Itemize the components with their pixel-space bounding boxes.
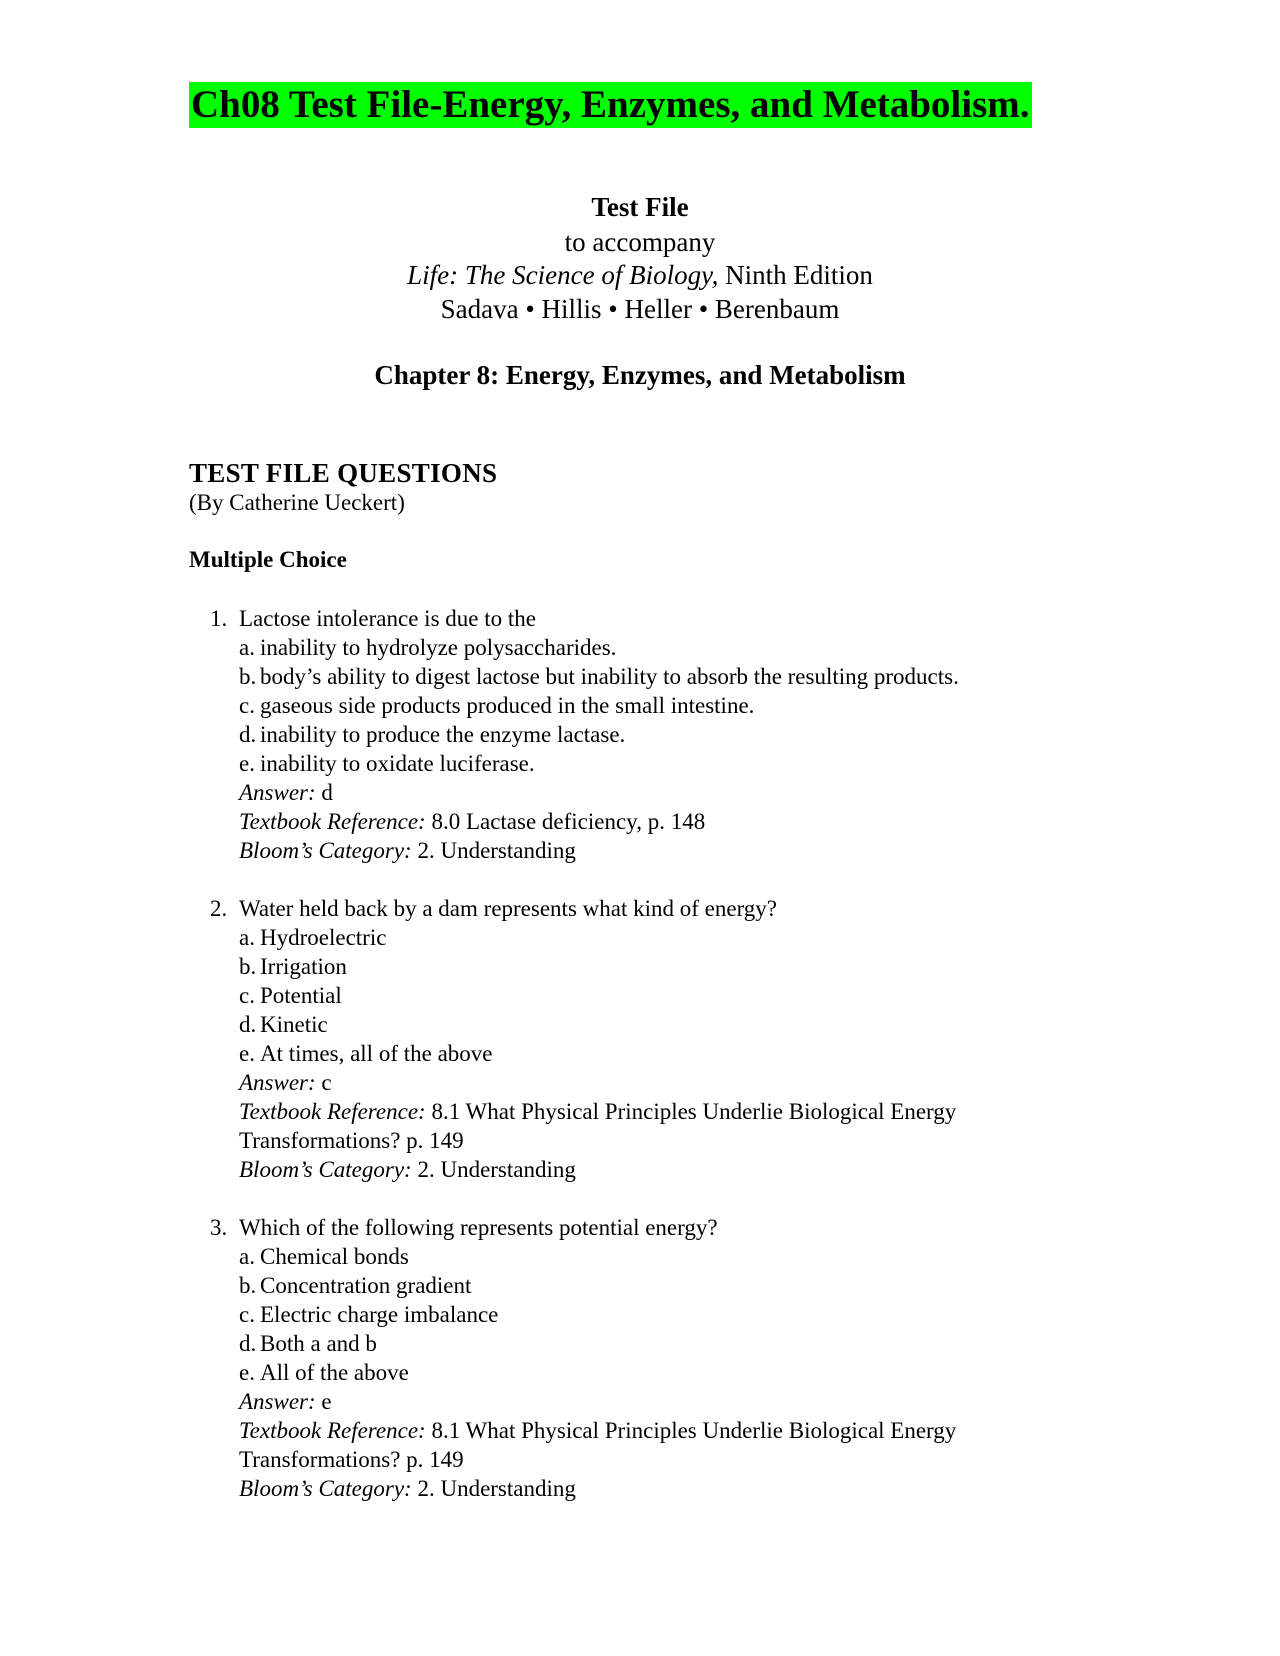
answer-option	[210, 923, 1070, 952]
textbook-reference-continuation: Transformations? p. 149	[239, 1128, 464, 1153]
textbook-reference-value: 8.1 What Physical Principles Underlie Biological Energy	[425, 1099, 957, 1124]
answer-option	[210, 1242, 1070, 1271]
question-item	[210, 1213, 1070, 1503]
answer-option	[210, 1329, 1070, 1358]
question-item	[210, 894, 1070, 1184]
question-text: Lactose intolerance is due to the	[239, 606, 536, 631]
document-title: Ch08 Test File-Energy, Enzymes, and Metabolism.	[191, 83, 1030, 126]
book-title: Life: The Science of Biology,	[407, 260, 719, 290]
blooms-category-line	[210, 836, 1070, 865]
blooms-category-value: 2. Understanding	[411, 838, 576, 863]
option-letter: c.	[239, 983, 255, 1008]
option-text: gaseous side products produced in the small intestine.	[260, 693, 755, 718]
option-letter: c.	[239, 693, 255, 718]
question-text: Which of the following represents potential energy?	[239, 1215, 718, 1240]
textbook-reference-label: Textbook Reference:	[239, 1099, 426, 1124]
question-item	[210, 604, 1070, 865]
question-stem	[210, 604, 1070, 633]
answer-option	[210, 952, 1070, 981]
option-text: Hydroelectric	[260, 925, 387, 950]
option-letter: c.	[239, 1302, 255, 1327]
textbook-reference-value: 8.0 Lactase deficiency, p. 148	[425, 809, 706, 834]
textbook-reference-line	[210, 1416, 1070, 1445]
textbook-reference-label: Textbook Reference:	[239, 1418, 426, 1443]
blooms-category-label: Bloom’s Category:	[239, 1476, 412, 1501]
blooms-category-value: 2. Understanding	[411, 1476, 576, 1501]
answer-option	[210, 1039, 1070, 1068]
answer-label: Answer:	[239, 1389, 316, 1414]
option-letter: e.	[239, 1360, 255, 1385]
answer-line	[210, 778, 1070, 807]
option-text: Electric charge imbalance	[260, 1302, 499, 1327]
answer-option	[210, 1010, 1070, 1039]
textbook-reference-line	[210, 807, 1070, 836]
to-accompany-line: to accompany	[564, 227, 716, 257]
option-letter: a.	[239, 635, 255, 660]
blooms-category-line	[210, 1155, 1070, 1184]
option-letter: a.	[239, 1244, 255, 1269]
textbook-reference-value: 8.1 What Physical Principles Underlie Biological Energy	[425, 1418, 957, 1443]
answer-label: Answer:	[239, 1070, 316, 1095]
answer-option	[210, 1300, 1070, 1329]
book-title-line	[0, 258, 1280, 292]
question-stem	[210, 1213, 1070, 1242]
answer-option	[210, 1271, 1070, 1300]
option-text: At times, all of the above	[260, 1041, 493, 1066]
answer-value: d	[315, 780, 333, 805]
option-text: Kinetic	[260, 1012, 328, 1037]
option-text: inability to produce the enzyme lactase.	[260, 722, 626, 747]
chapter-heading: Chapter 8: Energy, Enzymes, and Metabolism	[374, 360, 906, 390]
option-letter: b.	[239, 1273, 257, 1298]
answer-label: Answer:	[239, 780, 316, 805]
option-letter: e.	[239, 751, 255, 776]
option-letter: d.	[239, 1012, 257, 1037]
textbook-reference-line	[210, 1097, 1070, 1126]
question-number: 3.	[210, 1215, 228, 1240]
option-letter: b.	[239, 954, 257, 979]
answer-option	[210, 633, 1070, 662]
answer-option	[210, 749, 1070, 778]
option-text: All of the above	[260, 1360, 409, 1385]
blooms-category-label: Bloom’s Category:	[239, 838, 412, 863]
textbook-reference-label: Textbook Reference:	[239, 809, 426, 834]
option-letter: b.	[239, 664, 257, 689]
book-edition: Ninth Edition	[718, 260, 873, 290]
answer-option	[210, 981, 1070, 1010]
question-stem	[210, 894, 1070, 923]
textbook-reference-continuation: Transformations? p. 149	[239, 1447, 464, 1472]
option-letter: a.	[239, 925, 255, 950]
answer-option	[210, 662, 1070, 691]
authors-line: Sadava • Hillis • Heller • Berenbaum	[440, 294, 840, 324]
multiple-choice-heading: Multiple Choice	[189, 547, 347, 572]
answer-line	[210, 1387, 1070, 1416]
answer-value: c	[315, 1070, 332, 1095]
answer-option	[210, 720, 1070, 749]
answer-value: e	[315, 1389, 332, 1414]
option-text: Chemical bonds	[260, 1244, 409, 1269]
option-text: inability to oxidate luciferase.	[260, 751, 535, 776]
option-text: Both a and b	[260, 1331, 377, 1356]
option-text: Irrigation	[260, 954, 347, 979]
question-number: 1.	[210, 606, 228, 631]
question-number: 2.	[210, 896, 228, 921]
test-file-title: Test File	[591, 192, 689, 222]
byline: (By Catherine Ueckert)	[189, 490, 405, 515]
option-letter: d.	[239, 722, 257, 747]
blooms-category-value: 2. Understanding	[411, 1157, 576, 1182]
answer-option	[210, 691, 1070, 720]
option-text: body’s ability to digest lactose but inability to absorb the resulting products.	[260, 664, 959, 689]
question-text: Water held back by a dam represents what kind of energy?	[239, 896, 778, 921]
blooms-category-label: Bloom’s Category:	[239, 1157, 412, 1182]
option-text: Potential	[260, 983, 342, 1008]
answer-line	[210, 1068, 1070, 1097]
section-heading: TEST FILE QUESTIONS	[189, 458, 498, 488]
option-text: inability to hydrolyze polysaccharides.	[260, 635, 617, 660]
option-text: Concentration gradient	[260, 1273, 472, 1298]
option-letter: d.	[239, 1331, 257, 1356]
question-list	[210, 604, 1070, 1532]
answer-option	[210, 1358, 1070, 1387]
blooms-category-line	[210, 1474, 1070, 1503]
option-letter: e.	[239, 1041, 255, 1066]
